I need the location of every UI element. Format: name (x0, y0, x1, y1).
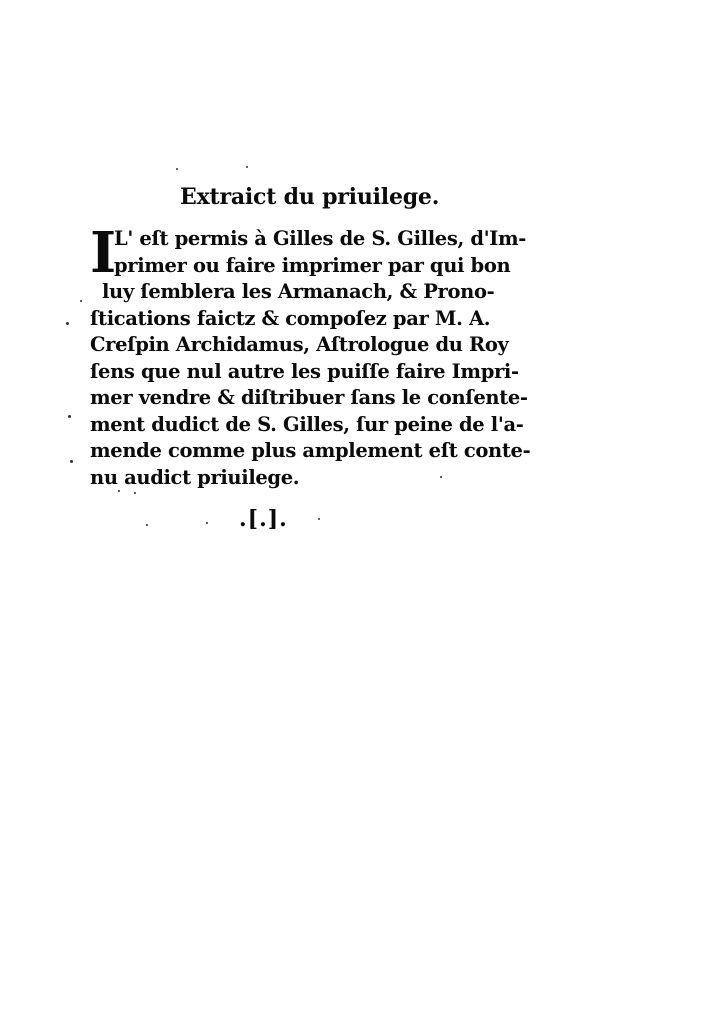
scan-speck (146, 524, 148, 526)
scan-speck (68, 415, 71, 418)
text-line: ment dudict de S. Gilles, ſur peine de l'a- (90, 412, 524, 436)
text-line: mende comme plus amplement eſt conte- (90, 439, 531, 462)
scan-speck (70, 460, 73, 463)
text-line: L' eſt permis à Gilles de S. Gilles, d'Im- (114, 227, 527, 250)
scan-speck (246, 166, 248, 168)
text-line: ſtications faictz & compoſez par M. A. (90, 306, 491, 330)
text-line: luy ſemblera les Armanach, & Prono- (102, 280, 495, 303)
text-line: ſens que nul autre les puiſſe faire Impri- (90, 359, 519, 383)
signature-mark: .[.]. (239, 506, 288, 532)
drop-cap: I (90, 220, 117, 286)
scan-speck (318, 518, 320, 520)
scan-speck (440, 476, 442, 478)
scan-speck (80, 300, 82, 302)
scan-speck (206, 522, 208, 524)
scan-speck (134, 492, 136, 494)
text-line: primer ou faire imprimer par qui bon (114, 253, 511, 277)
page-title: Extraict du priuilege. (180, 184, 440, 210)
text-line: mer vendre & diſtribuer ſans le conſente- (90, 386, 528, 409)
privilege-text (90, 220, 531, 491)
text-line: nu audict priuilege. (90, 465, 300, 489)
scan-speck (176, 168, 178, 170)
scan-speck (118, 490, 120, 492)
text-line: Creſpin Archidamus, Aſtrologue du Roy (90, 333, 509, 356)
scan-speck (66, 322, 69, 325)
